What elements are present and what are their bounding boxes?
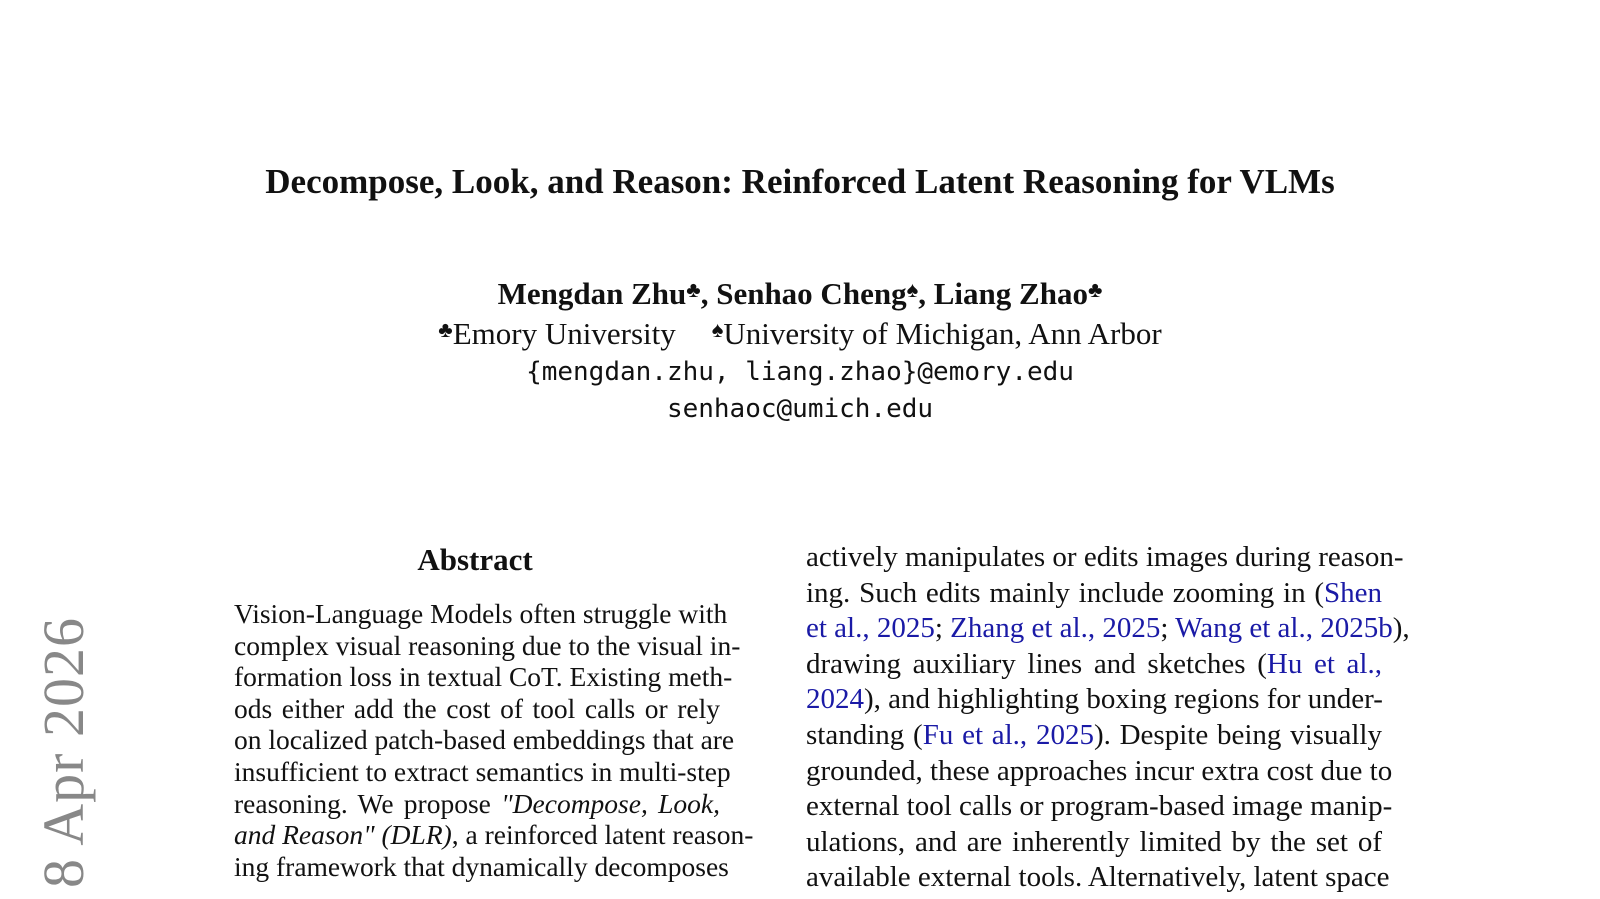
text-run: ods either add the cost of tool calls or rely: [234, 692, 720, 724]
text-run: complex visual reasoning due to the visual in-: [234, 629, 741, 661]
text-line: [234, 661, 733, 693]
affiliation-name: University of Michigan, Ann Arbor: [723, 316, 1162, 351]
text-line: [806, 611, 1410, 647]
abstract-heading: Abstract: [417, 542, 533, 577]
text-run: Vision-Language Models often struggle with: [234, 598, 728, 629]
text-run: ing. Such edits mainly include zooming in (: [806, 576, 1324, 609]
text-line: [234, 755, 731, 788]
text-line: [234, 629, 741, 662]
email-line-1: {mengdan.zhu, liang.zhao}@emory.edu: [526, 357, 1074, 387]
text-line: [806, 682, 1382, 718]
text-run: , a reinforced latent reason-: [451, 819, 754, 851]
citation-link[interactable]: Shen: [1324, 576, 1382, 609]
affiliation-mark: ♠: [906, 277, 919, 302]
author-separator: ,: [918, 276, 934, 311]
email-line-2: senhaoc@umich.edu: [666, 394, 934, 424]
text-line: [806, 860, 1390, 896]
author-name: Mengdan Zhu: [497, 276, 687, 311]
text-line: [806, 754, 1393, 790]
text-run: on localized patch-based embeddings that are: [234, 724, 735, 756]
text-line: [234, 724, 735, 756]
body-text-column: [806, 540, 1410, 896]
citation-link[interactable]: Hu et al.,: [1266, 647, 1382, 680]
text-line: [234, 850, 729, 883]
text-run: ing framework that dynamically decomposes: [234, 850, 729, 882]
abstract-body: [234, 598, 754, 882]
affiliation-mark: ♠: [711, 317, 724, 342]
author-name: Senhao Cheng: [716, 276, 907, 311]
text-run: formation loss in textual CoT. Existing meth-: [234, 661, 733, 693]
text-run: ulations, and are inherently limited by the set of: [806, 825, 1382, 858]
affiliation-mark: ♣: [1087, 277, 1103, 302]
text-line: [234, 598, 728, 630]
affiliations: [0, 314, 1600, 354]
paper-title: Decompose, Look, and Reason: Reinforced Latent Reasoning for VLMs: [265, 162, 1335, 201]
citation-link[interactable]: et al., 2025: [806, 612, 935, 645]
text-run: ;: [934, 612, 951, 645]
text-line: [806, 540, 1404, 576]
author-list: [0, 274, 1600, 314]
author-separator: ,: [700, 276, 717, 311]
italic-text: "Decompose, Look,: [501, 787, 720, 819]
text-run: drawing auxiliary lines and sketches (: [806, 647, 1267, 680]
affiliation-mark: ♣: [438, 317, 453, 342]
text-run: grounded, these approaches incur extra cost due to: [806, 754, 1393, 787]
text-line: [806, 718, 1382, 754]
text-line: [806, 647, 1382, 683]
affiliation-name: Emory University: [452, 316, 676, 351]
text-run: external tool calls or program-based image manip-: [806, 790, 1393, 823]
text-line: [806, 789, 1393, 825]
text-line: [234, 819, 754, 851]
text-run: standing (: [806, 718, 923, 751]
citation-link[interactable]: Wang et al., 2025b: [1175, 612, 1393, 645]
text-line: [234, 693, 720, 725]
text-run: ;: [1160, 612, 1176, 645]
arxiv-date-stamp: 8 Apr 2026: [31, 617, 96, 888]
text-run: ). Despite being visually: [1093, 718, 1382, 751]
text-run: ), and highlighting boxing regions for under-: [864, 683, 1383, 716]
text-run: insufficient to extract semantics in multi-step: [234, 755, 731, 787]
text-line: [234, 788, 720, 820]
affiliation-mark: ♣: [686, 277, 701, 302]
text-run: available external tools. Alternatively, latent space: [806, 861, 1390, 894]
author-name: Liang Zhao: [933, 276, 1088, 311]
italic-text: and Reason" (DLR): [234, 819, 452, 851]
text-line: [806, 576, 1382, 612]
text-run: actively manipulates or edits images during reason-: [806, 541, 1404, 573]
citation-link[interactable]: 2024: [806, 683, 864, 716]
text-line: [806, 825, 1382, 861]
citation-link[interactable]: Fu et al., 2025: [922, 718, 1094, 751]
text-run: ),: [1392, 612, 1410, 645]
citation-link[interactable]: Zhang et al., 2025: [950, 612, 1161, 645]
text-run: reasoning. We propose: [234, 787, 502, 819]
